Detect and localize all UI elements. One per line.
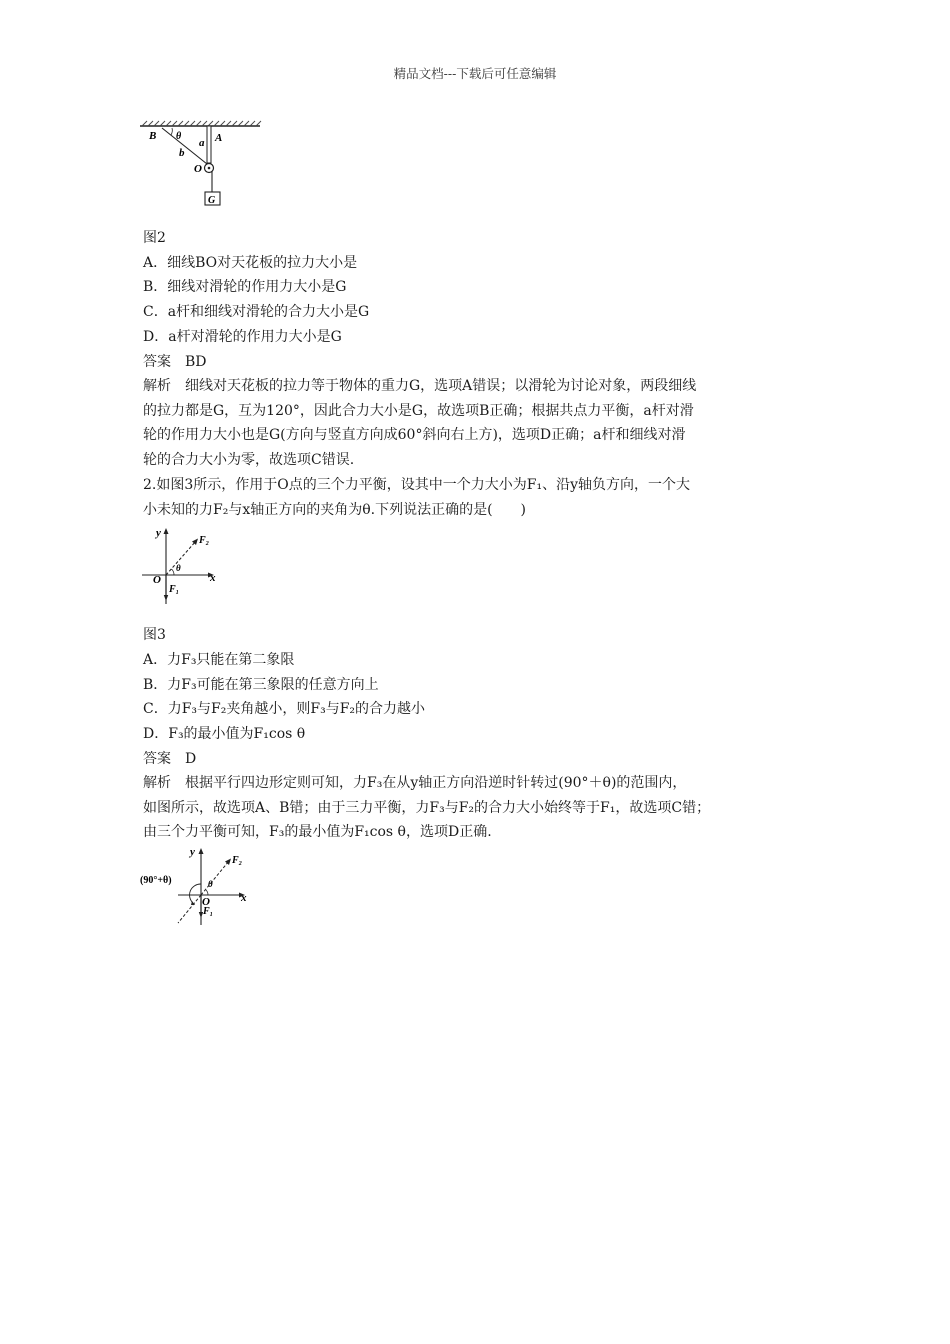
q2-option-a: A．力F₃只能在第二象限 (143, 652, 295, 668)
figure-2-caption: 图2 (143, 230, 166, 246)
label-y: y (156, 527, 161, 539)
q1-analysis-line-1: 解析 细线对天花板的拉力等于物体的重力G，选项A错误；以滑轮为讨论对象，两段细线 (143, 378, 697, 394)
figure-3-caption: 图3 (143, 627, 166, 643)
page-header: 精品文档---下载后可任意编辑 (393, 66, 557, 81)
label-y: y (190, 846, 195, 858)
label-g: G (208, 195, 216, 206)
f3-extension (178, 895, 201, 923)
q2-analysis-line-2: 如图所示，故选项A、B错；由于三力平衡，力F₃与F₂的合力大小始终等于F₁，故选项C错； (143, 799, 711, 816)
label-x: x (241, 892, 247, 904)
ceiling (140, 121, 261, 126)
q1-answer: 答案 BD (143, 354, 207, 370)
label-f1: F₁ (169, 584, 180, 595)
label-angle: (90°+θ) (140, 875, 172, 886)
q1-option-a: A．细线BO对天花板的拉力大小是 (143, 255, 358, 271)
figure-3-force-diagram (138, 522, 223, 606)
label-o: O (202, 896, 210, 908)
f2-vector (166, 541, 196, 575)
q2-option-d: D．F₃的最小值为F₁cos θ (143, 726, 306, 742)
q1-analysis-line-3: 轮的作用力大小也是G(方向与竖直方向成60°斜向右上方)，选项D正确；a杆和细线对滑 (143, 427, 686, 443)
q2-answer: 答案 D (143, 751, 197, 767)
figure-solution-diagram (138, 843, 256, 927)
label-o: O (194, 163, 202, 175)
q1-analysis (143, 374, 811, 472)
q1-option-b: B．细线对滑轮的作用力大小是G (143, 279, 347, 295)
label-f1: F₁ (203, 906, 214, 917)
label-theta: θ (176, 563, 181, 573)
label-o: O (153, 574, 161, 586)
q1-option-c: C．a杆和细线对滑轮的合力大小是G (143, 304, 370, 320)
label-f2: F₂ (232, 855, 243, 866)
f2-vector (201, 861, 229, 895)
q2-option-c: C．力F₃与F₂夹角越小，则F₃与F₂的合力越小 (143, 701, 426, 717)
label-theta: θ (176, 131, 182, 142)
label-theta: θ (208, 879, 213, 889)
label-a-rod: a (199, 137, 205, 149)
q2-analysis-line-3: 由三个力平衡可知，F₃的最小值为F₁cos θ，选项D正确. (143, 824, 492, 840)
rod-a (207, 126, 211, 163)
q2-option-b: B．力F₃可能在第三象限的任意方向上 (143, 677, 379, 693)
label-f2: F₂ (199, 535, 210, 546)
q2-analysis (143, 771, 811, 845)
q1-analysis-line-2: 的拉力都是G，互为120°，因此合力大小是G，故选项B正确；根据共点力平衡，a杆对滑 (143, 402, 694, 419)
label-b-point: B (149, 130, 157, 142)
q2-stem-line-2: 小未知的力F₂与x轴正方向的夹角为θ.下列说法正确的是( ) (143, 501, 527, 518)
label-a-point: A (215, 132, 223, 144)
label-b-string: b (179, 147, 185, 159)
label-x: x (210, 572, 216, 584)
q1-analysis-line-4: 轮的合力大小为零，故选项C错误. (143, 451, 355, 468)
q2-analysis-line-1: 解析 根据平行四边形定则可知，力F₃在从y轴正方向沿逆时针转过(90°＋θ)的范围内， (143, 775, 687, 791)
figure-2-pulley-diagram (138, 120, 263, 212)
q2-stem-line-1: 2.如图3所示，作用于O点的三个力平衡，设其中一个力大小为F₁、沿y轴负方向，一个大 (143, 477, 690, 493)
q2-stem (143, 473, 811, 522)
q1-option-d: D．a杆对滑轮的作用力大小是G (143, 329, 342, 345)
